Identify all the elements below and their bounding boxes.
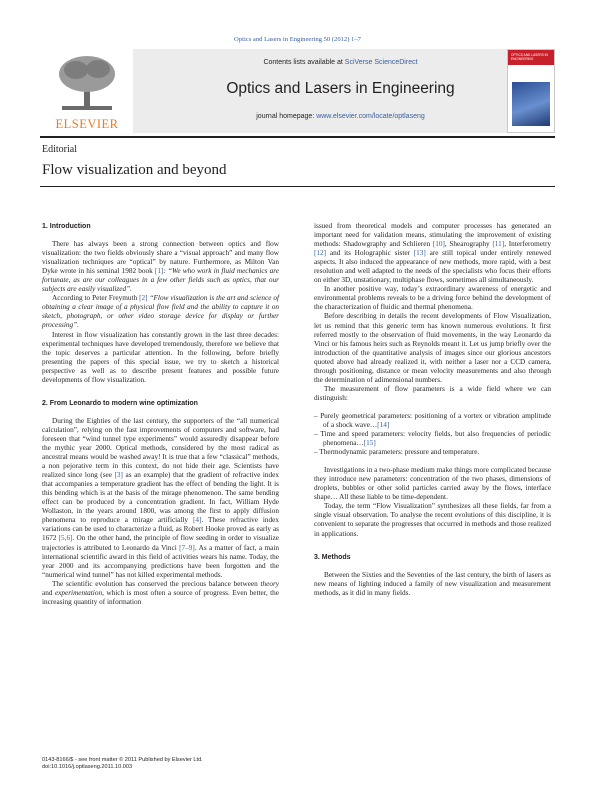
citation-link[interactable]: [5,6] (58, 534, 73, 543)
paragraph: Interest in flow visualization has constantly grown in the last three decades: experimental techniques have developed tremendously, therefore we believe that the topic deserves a particular attention. In the following, before briefly presenting the papers of this special issue, we try to sketch a historical perspective as well as to describe present features and possible future developments of flow visualization. (42, 330, 279, 384)
citation-link[interactable]: [10] (432, 240, 445, 249)
journal-banner (133, 49, 548, 133)
citation-link[interactable]: [7–9] (179, 543, 195, 552)
copyright-line: 0143-8166/$ - see front matter © 2011 Published by Elsevier Ltd. (42, 757, 203, 763)
homepage-link[interactable]: www.elsevier.com/locate/optlaseng (316, 113, 425, 120)
paragraph: The scientific evolution has conserved the precious balance between theory and experimentation, which is most often a source of progress. Even better, the increasing quantity of information (42, 579, 280, 606)
section-heading-methods: 3. Methods (314, 553, 351, 561)
left-column (42, 222, 279, 607)
header-divider (40, 136, 555, 138)
section-heading-introduction: 1. Introduction (42, 223, 91, 230)
citation-link[interactable]: [13] (413, 249, 426, 258)
paragraph: Today, the term “Flow Visualization” synthesizes all these fields, far from a single visual observation. To analyse the recent evolutions of this discipline, it is convenient to separate the progresses that occurred in methods and those realized in applications. (314, 502, 551, 538)
journal-cover-image (507, 49, 555, 133)
citation-link[interactable]: [1] (154, 267, 164, 276)
list-item: – Purely geometrical parameters: positioning of a vortex or vibration amplitude of a shock wave…[14] (314, 411, 551, 429)
journal-reference: Optics and Lasers in Engineering 50 (2012) 1–7 (234, 36, 361, 43)
citation-link[interactable]: [3] (114, 471, 123, 480)
cover-title: OPTICS AND LASERS IN ENGINEERING (511, 53, 548, 61)
paragraph: During the Eighties of the last century, the supporters of the “all numerical calculation”, relying on the fast improvements of computers and software, had foreseen that “wind tunnel type experiments” would assuredly disappear before the mythic year 2000. Optical methods, considered by the most radical as ancestral means would be washed away! It is true that a few “classical” methods, a non pejorative term in this context, do not hide their age. Scientists have realized since long (see [3] as an example) that the gradient of refractive index that accompanies a temperature gradient has the effect of bending the light. It is this bending which is at the basis of the mirage phenomenon. The same bending effect can be produced by a concentration gradient. In fact, William Hyde Wollaston, in the years around 1800, was among the first to apply diffusion phenomena to reproduce a mirage artificially [4]. These refractive index variations can be used to characterize a fluid, as Robert Hooke proved as early as 1672 [5,6]. On the other hand, the principle of flow seeding in order to visualize trajectories is attributed to Leonardo da Vinci [7–9]. As a matter of fact, a main international scientific award in this field of activities wears his name. Today, the year 2000 and its accompanying predictions have been forgotten and the “numerical wind tunnel” has not killed experimental methods. (42, 416, 280, 579)
citation-link[interactable]: [4] (192, 516, 202, 525)
contents-line: Contents lists available at SciVerse ScienceDirect (263, 59, 418, 66)
citation-link[interactable]: [2] (139, 294, 148, 303)
doi-line: doi:10.1016/j.optlaseng.2011.10.003 (42, 764, 133, 770)
citation-link[interactable]: [11] (492, 240, 505, 249)
citation-link[interactable]: [15] (363, 439, 376, 448)
copyright-footer (42, 757, 203, 771)
paragraph: Investigations in a two-phase medium make things more complicated because they introduce new parameters: concentration of the two phases, dimensions of droplets, bubbles or other solid particles carried away by the flows, interface shape… All these liable to be time-dependent. (314, 466, 551, 502)
section-heading-leonardo: 2. From Leonardo to modern wine optimization (42, 399, 198, 407)
article-type: Editorial (42, 144, 77, 155)
elsevier-logo (42, 54, 132, 132)
paragraph: issued from theoretical models and computer processes has generated an important need for validation means, stimulating the improvement of existing methods: Shadowgraphy and Schlieren [10], Shearography [11], Interferometry [12] and its Holographic sister [13] are still topical under entirely renewed aspects. It also induced the appearance of new methods, more rapid, with a best resolution and well adapted to the needs of the specialists who focus their efforts on either 3D, unstationary, multiphase flows, sometimes all simultaneously. (314, 222, 551, 285)
citation-link[interactable]: [14] (377, 420, 390, 429)
sciencedirect-link[interactable]: SciVerse ScienceDirect (344, 59, 418, 66)
title-divider (40, 186, 555, 187)
paragraph: The measurement of flow parameters is a wide field where we can distinguish: (314, 384, 551, 402)
journal-title: Optics and Lasers in Engineering (226, 80, 455, 97)
publisher-name: ELSEVIER (55, 117, 119, 131)
cover-artwork (512, 82, 550, 126)
paragraph: According to Peter Freymuth [2] “Flow visualization is the art and science of obtaining a clear image of a physical flow field and the ability to capture it on sketch, photograph, or other video storage device for display or further processing”. (42, 294, 279, 330)
journal-header (40, 49, 555, 135)
paragraph: Between the Sixties and the Seventies of the last century, the birth of lasers as new means of lighting induced a family of new visualization and measurement methods, as it did in many fields. (314, 570, 551, 597)
parameter-list (314, 412, 551, 457)
paragraph: There has always been a strong connection between optics and flow visualization: the two fields obviously share a “visual approach” and many flow visualization techniques are “optical” by nature. Furthermore, as Milton Van Dyke wrote in his seminal 1982 book [1]: “We who work in fluid mechanics are fortunate, as are our colleagues in a few other fields such as optics, that our subjects are easily visualized”. (42, 240, 279, 294)
list-item: – Time and speed parameters: velocity fields, but also frequencies of periodic phenomena…[15] (314, 430, 551, 448)
article-title: Flow visualization and beyond (42, 162, 227, 178)
citation-link[interactable]: [12] (314, 249, 327, 258)
paragraph: In another positive way, today’s extraordinary awareness of energetic and environmental problems reveals to be a driving force behind the development of the characterization of fluidic and thermal phenomena. (314, 285, 551, 312)
list-item: – Thermodynamic parameters: pressure and temperature. (314, 448, 480, 457)
paragraph: Before describing in details the recent developments of Flow Visualization, let us remind that this generic term has known numerous evolutions. It first referred mostly to the observation of fluid movements, in the way Leonardo da Vinci or his famous heirs such as Reynolds meant it. Let us jump briefly over the introduction of the quantitative analysis of images since our glorious ancestors quoted above had already realized it, with neither a laser nor a CCD camera, through positioning, distance or mean velocity measurements and also through the determination of adimensional numbers. (314, 312, 551, 384)
homepage-line: journal homepage: www.elsevier.com/locate/optlaseng (256, 113, 425, 120)
tree-icon (54, 54, 120, 114)
right-column (314, 222, 551, 598)
